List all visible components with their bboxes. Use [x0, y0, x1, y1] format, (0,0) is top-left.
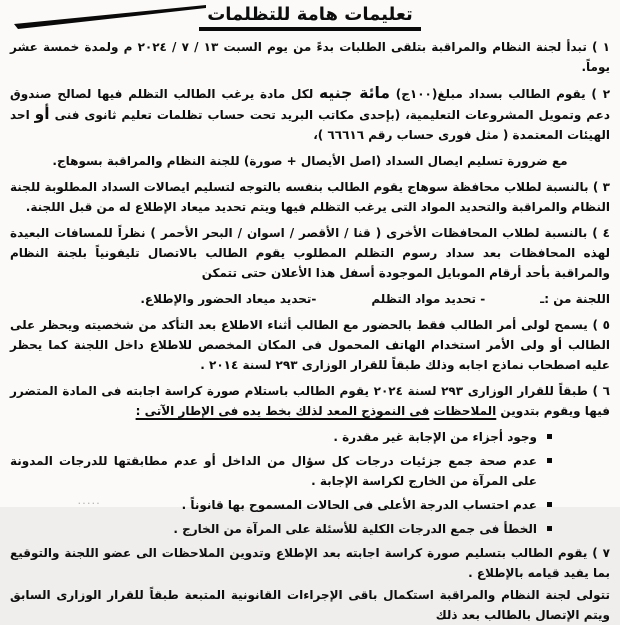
note-text: وجود أجزاء من الإجابة غير مقدرة . [333, 430, 537, 444]
item2-or-highlight: أو [34, 105, 50, 123]
title-area [10, 4, 610, 31]
item2-text-c: احد الهيئات المعتمدة ( مثل فورى حساب رقم ٦٦٦١٦ )، [10, 108, 610, 142]
scan-noise: ..... [78, 498, 102, 506]
page-title: تعليمات هامة للتظلمات [199, 4, 421, 31]
item6-text-a: ٦ ) طبقاً للقرار الوزارى ٢٩٣ لسنة ٢٠٢٤ يقوم الطالب باستلام صورة كراسة اجابته فى المادة المتضرر فيها ويقوم بتدوين [10, 384, 610, 418]
instruction-item-5: ٥ ) يسمح لولى أمر الطالب فقط بالحضور مع الطالب أثناء الاطلاع بعد التأكد من شخصيته ويحظر على الطالب أو ولى الأمر استخدام الهاتف المحمول فى المكان المخصص للاطلاع داخل اللجنة كما يحظر عليه اصطحاب نماذج اجابه وذلك طبقاً للقرار الوزارى ٢٩٣ لسنة ٢٠١٤ . [10, 318, 610, 372]
bullet-square-icon [547, 502, 552, 507]
item2-text-a: ٢ ) يقوم الطالب بسداد مبلغ(١٠٠ج) [389, 87, 611, 101]
instruction-item-1: ١ ) تبدأ لجنة النظام والمراقبة بتلقى الطلبات بدءً من يوم السبت ١٣ / ٧ / ٢٠٢٤ م ولمدة خمسة عشر يوماً. [10, 40, 610, 74]
item2-receipt-note: مع ضرورة تسليم ايصال السداد (اصل الأيصال + صورة) للجنة النظام والمراقبة بسوهاج. [52, 154, 568, 168]
item2-text-b: لكل مادة يرغب الطالب التظلم فيها لصالح صندوق دعم وتمويل المشروعات التعليمية، (بإحدى مكاتب البريد تحت حساب تظلمات تعليم ثانوى فنى [10, 87, 610, 122]
grievance-notes-list [10, 427, 610, 539]
bullet-square-icon [547, 526, 552, 531]
instruction-item-7: ٧ ) يقوم الطالب بتسليم صورة كراسة اجابته بعد الإطلاع وتدوين الملاحظات الى عضو اللجنة والتوقيع بما يفيد قيامه بالإطلاع . [10, 546, 610, 580]
item6-underlined-phrase: فى النموذج المعد لذلك بخط يده فى الإطار الآتى : [135, 404, 430, 418]
item4-subpoints [10, 289, 610, 309]
instruction-item-6 [10, 381, 610, 421]
bullet-square-icon [547, 458, 552, 463]
note-text: عدم صحة جمع جزئيات درجات كل سؤال من الداخل أو عدم مطابقتها للدرجات المدونة على المرآة من الخارج لكراسة الإجابة . [10, 454, 537, 488]
item4-subpoint-2: -تحديد ميعاد الحضور والإطلاع. [140, 292, 317, 306]
note-text: عدم احتساب الدرجة الأعلى فى الحالات المسموح بها قانوناً . [181, 498, 537, 512]
item6-underlined-word: الملاحظات [433, 404, 497, 418]
item2-amount-highlight: مائة جنيه [319, 84, 390, 102]
note-text: الخطأ فى جمع الدرجات الكلية للأسئلة على المرآة من الخارج . [173, 522, 537, 536]
item4-subpoint-1: - تحديد مواد التظلم [371, 292, 486, 306]
item4-lead: اللجنة من :ـ [540, 292, 610, 306]
list-item [10, 427, 552, 447]
instruction-item-4: ٤ ) بالنسبة لطلاب المحافظات الأخرى ( قنا / الأقصر / اسوان / البحر الأحمر ) نظراً للمسافات البعيدة لهذه المحافظات بعد سداد رسوم التظلم المطلوب يقوم الطالب بالاتصال تليفونياً بلجنة النظام والمراقبة بأحد أرقام الموبايل الموجودة أسفل هذا الأعلان حتى تتمكن [10, 226, 610, 280]
bullet-square-icon [547, 434, 552, 439]
list-item [10, 451, 552, 491]
instruction-item-7-continued: تتولى لجنة النظام والمراقبة استكمال باقى الإجراءات القانونية المتبعة طبقاً للقرار الوزارى السابق ويتم الإتصال بالطالب بعد ذلك [10, 588, 610, 622]
instruction-item-3: ٣ ) بالنسبة لطلاب محافظة سوهاج يقوم الطالب بنفسه بالتوجه لتسليم ايصالات السداد المطلوبة للجنة النظام والمراقبة والتحديد المواد التى يرغب التظلم فيها ويتم تحديد ميعاد الإطلاع له من قبل اللجنة. [10, 180, 610, 214]
instruction-item-2 [10, 83, 610, 145]
list-item [10, 519, 552, 539]
